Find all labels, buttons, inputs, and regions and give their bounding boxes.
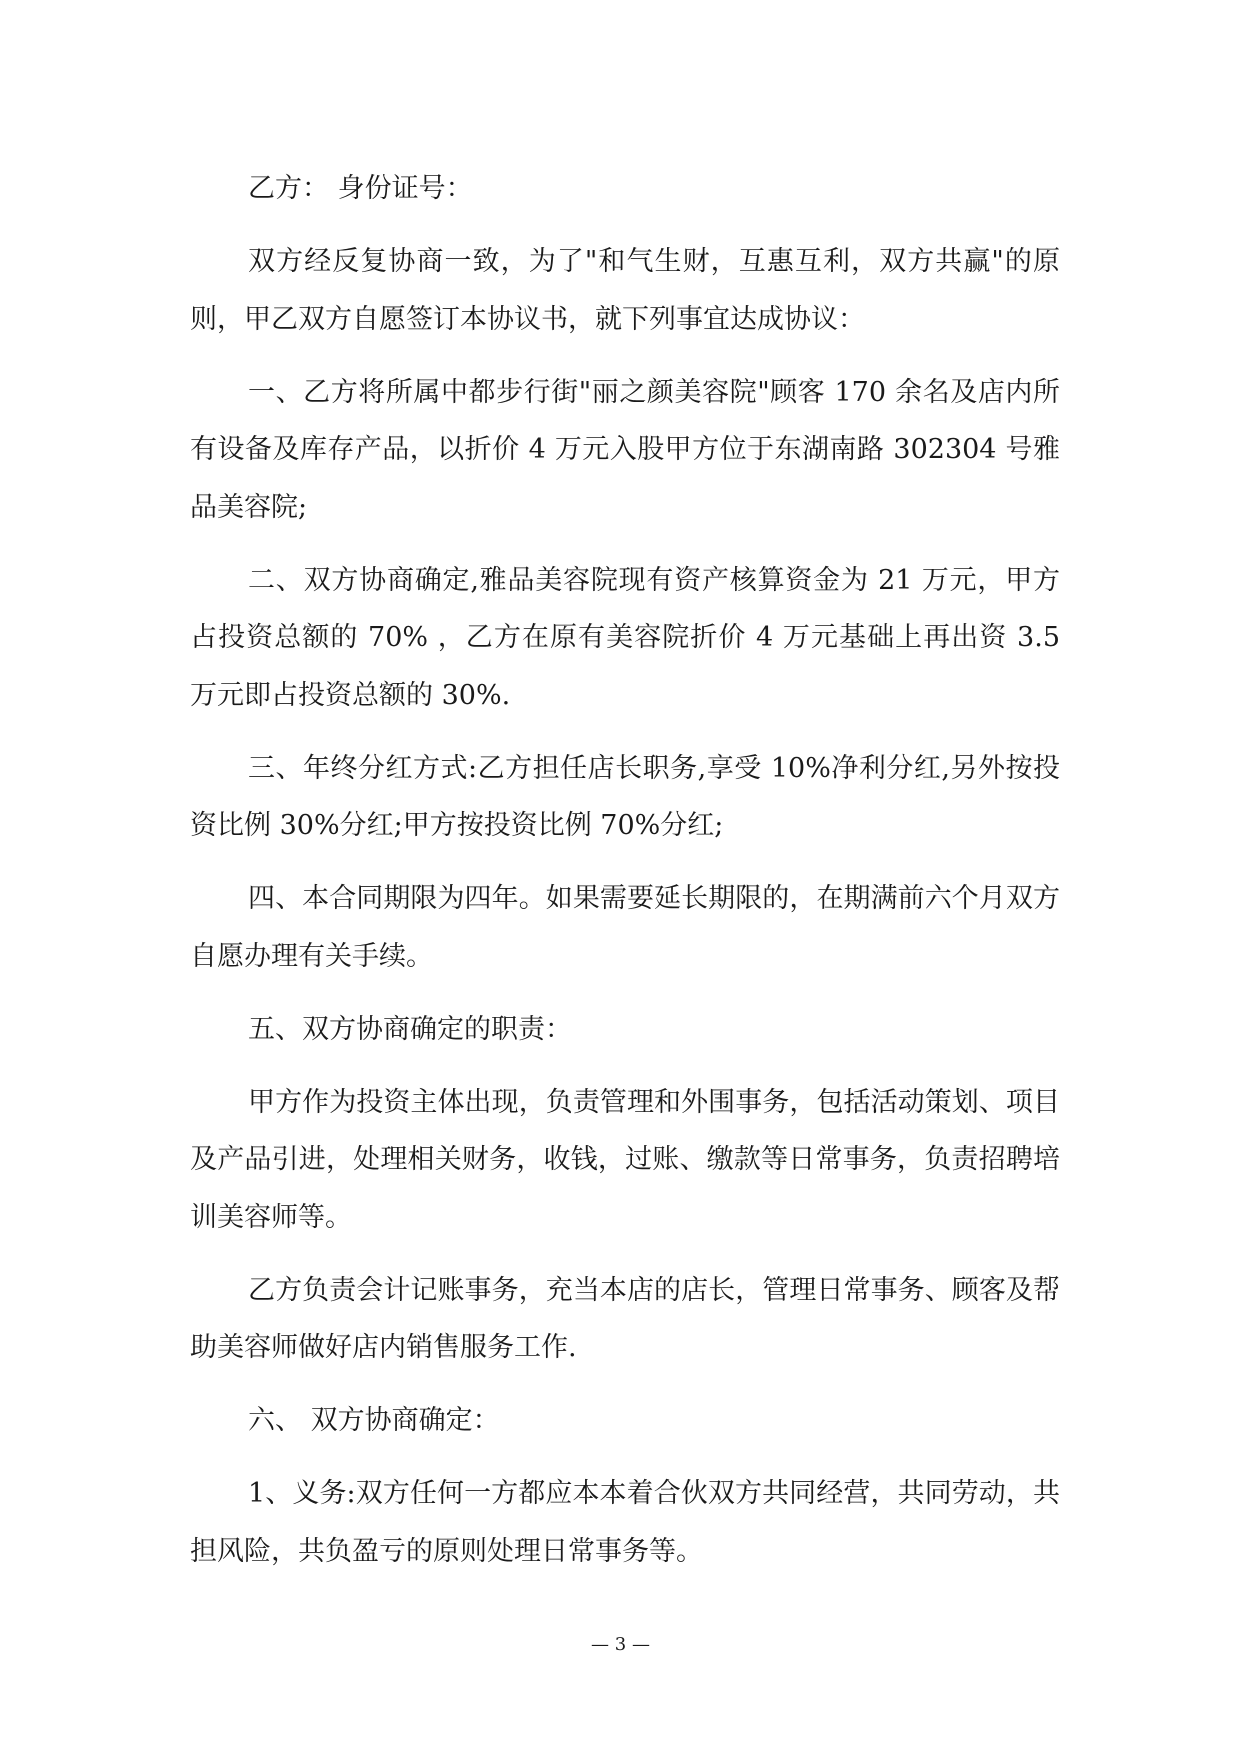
clause-6-heading: 六、 双方协商确定： xyxy=(248,1405,500,1436)
preamble-paragraph: 双方经反复协商一致，为了"和气生财，互惠互利，双方共赢"的原则，甲乙双方自愿签订本协议书，就下列事宜达成协议： xyxy=(190,246,1060,335)
page-number: — 3 — xyxy=(591,1634,650,1655)
clause-2-paragraph: 二、双方协商确定,雅品美容院现有资产核算资金为 21 万元，甲方占投资总额的 70% ，乙方在原有美容院折价 4 万元基础上再出资 3.5 万元即占投资总额的 30%. xyxy=(190,564,1060,711)
party-b-duties-paragraph: 乙方负责会计记账事务，充当本店的店长，管理日常事务、顾客及帮助美容师做好店内销售服务工作. xyxy=(190,1274,1060,1363)
clause-3-paragraph: 三、年终分红方式:乙方担任店长职务,享受 10%净利分红,另外按投资比例 30%分红;甲方按投资比例 70%分红; xyxy=(190,752,1060,841)
clause-1-paragraph: 一、乙方将所属中都步行街"丽之颜美容院"顾客 170 余名及店内所有设备及库存产品，以折价 4 万元入股甲方位于东湖南路 302304 号雅品美容院; xyxy=(190,376,1060,523)
party-b-id-line: 乙方： 身份证号： xyxy=(248,173,473,204)
clause-4-paragraph: 四、本合同期限为四年。如果需要延长期限的，在期满前六个月双方自愿办理有关手续。 xyxy=(190,883,1060,972)
party-a-duties-paragraph: 甲方作为投资主体出现，负责管理和外围事务，包括活动策划、项目及产品引进，处理相关财务，收钱，过账、缴款等日常事务，负责招聘培训美容师等。 xyxy=(190,1086,1060,1233)
document-body xyxy=(190,160,1060,1596)
clause-5-heading: 五、双方协商确定的职责： xyxy=(248,1013,572,1045)
obligation-paragraph: 1、义务:双方任何一方都应本本着合伙双方共同经营，共同劳动，共担风险，共负盈亏的原则处理日常事务等。 xyxy=(190,1478,1060,1567)
